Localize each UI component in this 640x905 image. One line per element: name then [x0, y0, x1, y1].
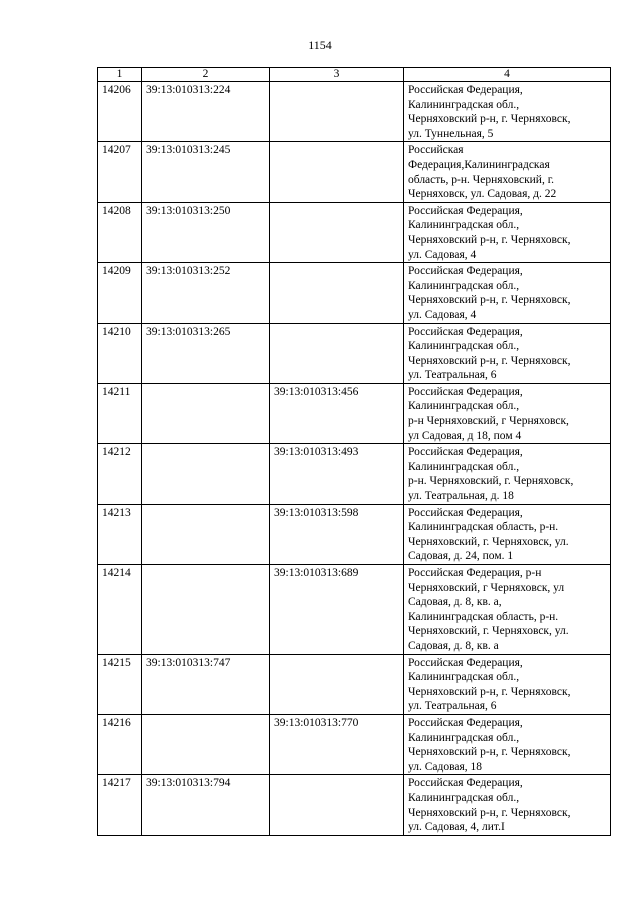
registry-table	[97, 67, 611, 836]
table-row	[98, 263, 611, 323]
address-line: Российская Федерация, р-н	[408, 567, 542, 579]
address-cell	[404, 383, 611, 443]
table-row	[98, 323, 611, 383]
cadastral-number-alt-cell	[270, 654, 404, 714]
address-line: Черняховский р-н, г. Черняховск,	[408, 294, 571, 307]
address-line: Садовая, д. 8, кв. а	[408, 639, 499, 652]
address-line: Российская Федерация,	[408, 506, 523, 519]
cadastral-number-alt-cell	[270, 323, 404, 383]
row-number-cell: 14217	[98, 775, 142, 835]
address-cell	[404, 565, 611, 655]
row-number-cell: 14207	[98, 142, 142, 202]
cadastral-number-alt-cell	[270, 775, 404, 835]
address-line: Калининградская обл.,	[408, 460, 520, 473]
address-line: ул. Садовая, 4	[408, 308, 477, 321]
address-line: Черняховск, ул. Садовая, д. 22	[408, 188, 557, 201]
address-cell	[404, 142, 611, 202]
table-row	[98, 383, 611, 443]
address-line: ул. Садовая, 18	[408, 760, 483, 773]
address-line: Калининградская обл.,	[408, 98, 520, 111]
column-header-4: 4	[404, 68, 611, 82]
table-row	[98, 775, 611, 835]
row-number-cell: 14209	[98, 263, 142, 323]
address-line: Калининградская область, р-н.	[408, 521, 559, 534]
row-number-cell: 14210	[98, 323, 142, 383]
table-row	[98, 142, 611, 202]
address-line: Российская Федерация,	[408, 777, 523, 790]
cadastral-number-alt-cell	[270, 202, 404, 262]
table-row	[98, 444, 611, 504]
column-header-1: 1	[98, 68, 142, 82]
table-row	[98, 565, 611, 655]
table-row	[98, 202, 611, 262]
address-line: Черняховский, г Черняховск, ул	[408, 581, 565, 594]
address-cell	[404, 444, 611, 504]
address-line: р-н. Черняховский, г. Черняховск,	[408, 475, 574, 488]
address-line: Садовая, д. 8, кв. а,	[408, 596, 502, 609]
address-line: Черняховский р-н, г. Черняховск,	[408, 354, 571, 367]
table-row	[98, 654, 611, 714]
row-number-cell: 14216	[98, 714, 142, 774]
table-row	[98, 82, 611, 142]
address-line: ул. Садовая, 4, лит.I	[408, 821, 505, 834]
row-number-cell: 14212	[98, 444, 142, 504]
cadastral-number-cell: 39:13:010313:245	[142, 142, 270, 202]
address-line: Черняховский р-н, г. Черняховск,	[408, 233, 571, 246]
cadastral-number-alt-cell: 39:13:010313:456	[270, 383, 404, 443]
address-line: Российская Федерация,	[408, 265, 523, 278]
address-cell	[404, 263, 611, 323]
cadastral-number-cell	[142, 383, 270, 443]
address-line: Российская Федерация,	[408, 325, 523, 338]
address-line: Российская Федерация,	[408, 716, 523, 729]
address-line: ул. Туннельная, 5	[408, 127, 494, 140]
row-number-cell: 14208	[98, 202, 142, 262]
address-cell	[404, 82, 611, 142]
address-line: Черняховский р-н, г. Черняховск,	[408, 746, 571, 759]
row-number-cell: 14215	[98, 654, 142, 714]
cadastral-number-alt-cell: 39:13:010313:493	[270, 444, 404, 504]
cadastral-number-cell	[142, 565, 270, 655]
address-line: р-н Черняховский, г Черняховск,	[408, 415, 569, 428]
address-line: ул Садовая, д 18, пом 4	[408, 429, 522, 442]
address-line: Черняховский р-н, г. Черняховск,	[408, 113, 571, 126]
address-line: ул. Театральная, 6	[408, 369, 497, 382]
cadastral-number-cell: 39:13:010313:747	[142, 654, 270, 714]
cadastral-number-cell: 39:13:010313:252	[142, 263, 270, 323]
address-line: Российская Федерация,	[408, 385, 523, 398]
cadastral-number-alt-cell	[270, 263, 404, 323]
address-line: Калининградская область, р-н.	[408, 610, 559, 623]
address-line: ул. Театральная, д. 18	[408, 490, 514, 503]
address-line: Калининградская обл.,	[408, 400, 520, 413]
address-line: Калининградская обл.,	[408, 340, 520, 353]
address-line: Черняховский, г. Черняховск, ул.	[408, 535, 569, 548]
column-header-3: 3	[270, 68, 404, 82]
table-row	[98, 504, 611, 564]
row-number-cell: 14206	[98, 82, 142, 142]
address-cell	[404, 714, 611, 774]
address-line: Российская Федерация,	[408, 84, 523, 96]
cadastral-number-alt-cell: 39:13:010313:770	[270, 714, 404, 774]
row-number-cell: 14211	[98, 383, 142, 443]
address-line: Российская	[408, 144, 464, 157]
cadastral-number-cell: 39:13:010313:224	[142, 82, 270, 142]
address-line: Черняховский р-н, г. Черняховск,	[408, 806, 571, 819]
address-line: Российская Федерация,	[408, 656, 523, 669]
cadastral-number-cell: 39:13:010313:265	[142, 323, 270, 383]
cadastral-number-alt-cell: 39:13:010313:598	[270, 504, 404, 564]
address-cell	[404, 202, 611, 262]
address-line: Калининградская обл.,	[408, 219, 520, 232]
cadastral-number-cell	[142, 504, 270, 564]
address-cell	[404, 323, 611, 383]
address-line: область, р-н. Черняховский, г.	[408, 173, 555, 186]
row-number-cell: 14213	[98, 504, 142, 564]
header-row	[98, 68, 611, 82]
address-line: Черняховский, г. Черняховск, ул.	[408, 625, 569, 638]
address-cell	[404, 654, 611, 714]
cadastral-number-alt-cell	[270, 142, 404, 202]
address-line: Российская Федерация,	[408, 204, 523, 217]
address-line: ул. Садовая, 4	[408, 248, 477, 261]
page-number: 1154	[308, 38, 332, 52]
address-line: Садовая, д. 24, пом. 1	[408, 550, 514, 563]
address-line: Калининградская обл.,	[408, 671, 520, 684]
cadastral-number-cell	[142, 714, 270, 774]
address-line: Калининградская обл.,	[408, 791, 520, 804]
table-body	[98, 82, 611, 836]
address-line: ул. Театральная, 6	[408, 700, 497, 713]
address-line: Черняховский р-н, г. Черняховск,	[408, 685, 571, 698]
address-cell	[404, 775, 611, 835]
cadastral-number-cell	[142, 444, 270, 504]
cadastral-number-cell: 39:13:010313:250	[142, 202, 270, 262]
cadastral-number-alt-cell: 39:13:010313:689	[270, 565, 404, 655]
address-line: Калининградская обл.,	[408, 731, 520, 744]
address-cell	[404, 504, 611, 564]
column-header-2: 2	[142, 68, 270, 82]
cadastral-number-cell: 39:13:010313:794	[142, 775, 270, 835]
cadastral-number-alt-cell	[270, 82, 404, 142]
address-line: Федерация,Калининградская	[408, 158, 550, 171]
address-line: Российская Федерация,	[408, 446, 523, 459]
address-line: Калининградская обл.,	[408, 279, 520, 292]
row-number-cell: 14214	[98, 565, 142, 655]
table-row	[98, 714, 611, 774]
table-header	[98, 68, 611, 82]
